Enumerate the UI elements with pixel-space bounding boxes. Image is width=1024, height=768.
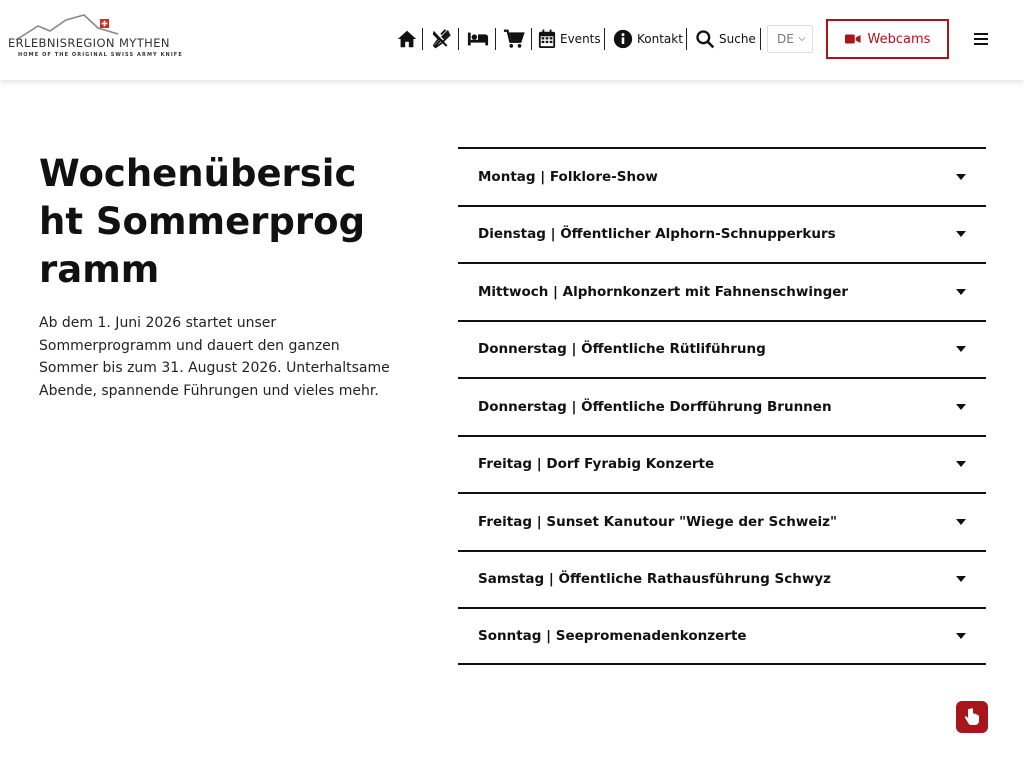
accordion-item-label: Donnerstag | Öffentliche Rütliführung [478, 341, 766, 358]
accessibility-help-button[interactable] [956, 701, 988, 733]
caret-down-icon [956, 519, 966, 525]
caret-down-icon [956, 576, 966, 582]
bed-icon[interactable] [466, 28, 490, 50]
accordion-item-label: Sonntag | Seepromenadenkonzerte [478, 627, 747, 644]
accordion-item-friday-kanutour[interactable] [458, 492, 986, 550]
webcams-label: Webcams [867, 31, 931, 47]
video-camera-icon [845, 33, 861, 45]
page-title: Wochenübersicht Sommerprogramm [39, 152, 366, 291]
accordion-item-label: Mittwoch | Alphornkonzert mit Fahnenschwinger [478, 283, 849, 300]
intro-text: Ab dem 1. Juni 2026 startet unser Sommerprogramm und dauert den ganzen Sommer bis zum 31. August 2026. Unterhaltsame Abende, spannende Führungen und vieles mehr. [39, 315, 390, 399]
hand-pointer-icon [962, 707, 982, 727]
nav-separator [422, 28, 423, 50]
nav-separator [604, 28, 605, 50]
caret-down-icon [956, 461, 966, 467]
language-value: DE [777, 32, 794, 46]
accordion-item-label: Freitag | Sunset Kanutour "Wiege der Schweiz" [478, 513, 838, 530]
accordion-item-monday[interactable] [458, 147, 986, 205]
accordion-item-label: Samstag | Öffentliche Rathausführung Schwyz [478, 571, 831, 588]
fork-knife-icon[interactable] [430, 28, 452, 50]
logo-subtitle: HOME OF THE ORIGINAL SWISS ARMY KNIFE [18, 52, 183, 58]
caret-down-icon [956, 231, 966, 237]
accordion-item-tuesday[interactable] [458, 205, 986, 263]
nav-separator [686, 28, 687, 50]
nav-separator [531, 28, 532, 50]
accordion-item-label: Freitag | Dorf Fyrabig Konzerte [478, 456, 715, 473]
accordion-item-label: Montag | Folklore-Show [478, 168, 658, 185]
chevron-down-icon [798, 35, 806, 43]
caret-down-icon [956, 174, 966, 180]
accordion-item-label: Dienstag | Öffentlicher Alphorn-Schnupperkurs [478, 226, 836, 243]
nav-events-link[interactable]: Events [560, 32, 601, 46]
site-header [0, 0, 1024, 80]
hamburger-menu-icon[interactable] [973, 31, 989, 47]
accordion-item-sunday[interactable] [458, 607, 986, 665]
nav-contact-link[interactable]: Kontakt [637, 32, 683, 46]
language-select[interactable] [767, 25, 813, 53]
webcams-button[interactable] [826, 19, 949, 59]
nav-separator [458, 28, 459, 50]
accordion-item-label: Donnerstag | Öffentliche Dorfführung Brunnen [478, 398, 832, 415]
site-logo[interactable] [8, 12, 183, 62]
cart-icon[interactable] [503, 28, 525, 50]
program-accordion [458, 147, 986, 665]
caret-down-icon [956, 404, 966, 410]
search-icon[interactable] [695, 28, 715, 50]
caret-down-icon [956, 633, 966, 639]
caret-down-icon [956, 346, 966, 352]
nav-separator [760, 28, 761, 50]
nav-separator [495, 28, 496, 50]
accordion-item-wednesday[interactable] [458, 262, 986, 320]
logo-title: ERLEBNISREGION MYTHEN [8, 36, 170, 50]
accordion-item-friday-fyrabig[interactable] [458, 435, 986, 493]
accordion-item-thursday-brunnen[interactable] [458, 377, 986, 435]
accordion-item-saturday[interactable] [458, 550, 986, 608]
nav-search-link[interactable]: Suche [719, 32, 756, 46]
accordion-item-thursday-ruetli[interactable] [458, 320, 986, 378]
caret-down-icon [956, 289, 966, 295]
calendar-icon[interactable] [538, 28, 556, 50]
info-icon[interactable] [613, 28, 633, 50]
home-icon[interactable] [396, 28, 418, 50]
